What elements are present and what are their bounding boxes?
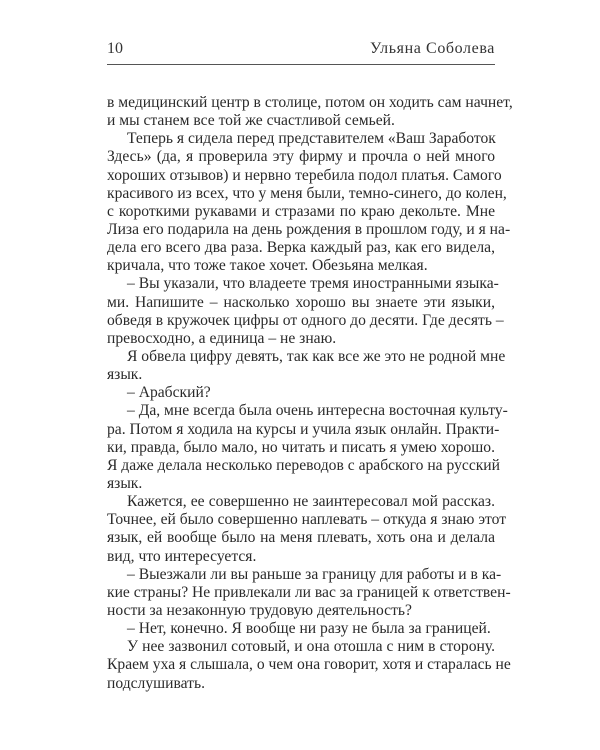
text-line: красивого из всех, что у меня были, темно-синего, до колен, [107,184,507,202]
text-line: с короткими рукавами и стразами по краю декольте. Мне [107,202,495,220]
text-line: – Да, мне всегда была очень интересна восточная культу- [127,402,508,420]
text-line: подслушивать. [107,674,205,692]
text-line: – Выезжали ли вы раньше за границу для работы и в ка- [127,565,502,583]
page-header [107,40,495,62]
text-line: кричала, что тоже такое хочет. Обезьяна мелкая. [107,257,428,275]
running-title-author: Ульяна Соболева [370,40,495,57]
text-line: язык. [107,366,143,384]
text-line: хороших отзывов) и нервно теребила подол платья. Самого [107,166,502,184]
text-line: У нее зазвонил сотовый, и она отошла с ним в сторону. [127,638,495,656]
text-line: и мы станем все той же счастливой семьей. [107,112,395,130]
text-line: – Вы указали, что владеете тремя иностранными языка- [127,275,499,293]
text-line: обведя в кружочек цифры от одного до десяти. Где десять – [107,311,504,329]
text-line: Я обвела цифру девять, так как все же это не родной мне [127,347,506,365]
text-line: Здесь» (да, я проверила эту фирму и прочла о ней много [107,148,495,166]
text-line: ра. Потом я ходила на курсы и учила язык онлайн. Практи- [107,420,500,438]
text-line: язык. [107,474,143,492]
text-line: Кажется, ее совершенно не заинтересовал мой рассказ. [127,493,495,511]
text-line: ми. Напишите – насколько хорошо вы знаете эти языки, [107,293,495,311]
text-line: ки, правда, было мало, но читать и писать я умею хорошо. [107,438,495,456]
text-line: кие страны? Не привлекали ли вас за границей к ответствен- [107,583,511,601]
text-line: ности за незаконную трудовую деятельность? [107,601,412,619]
text-line: в медицинский центр в столице, потом он ходить сам начнет, [107,94,513,111]
body-text [107,94,513,693]
text-line: Теперь я сидела перед представителем «Ваш Заработок [127,130,496,148]
text-line: Я даже делала несколько переводов с арабского на русский [107,456,501,474]
text-line: – Нет, конечно. Я вообще ни разу не была за границей. [127,620,491,638]
text-line: Точнее, ей было совершенно наплевать – откуда я знаю этот [107,511,507,529]
header-rule [107,64,495,65]
text-line: Краем уха я слышала, о чем она говорит, хотя и старалась не [107,656,511,674]
page-number: 10 [107,40,123,57]
text-line: дела его всего два раза. Верка каждый раз, как его видела, [107,239,495,257]
text-line: вид, что интересуется. [107,547,257,565]
text-line: язык, ей вообще было на меня плевать, хоть она и делала [107,529,495,547]
text-line: превосходно, а единица – не знаю. [107,329,337,347]
text-line: Лиза его подарила на день рождения в прошлом году, и я на- [107,220,511,238]
text-line: – Арабский? [127,384,211,402]
